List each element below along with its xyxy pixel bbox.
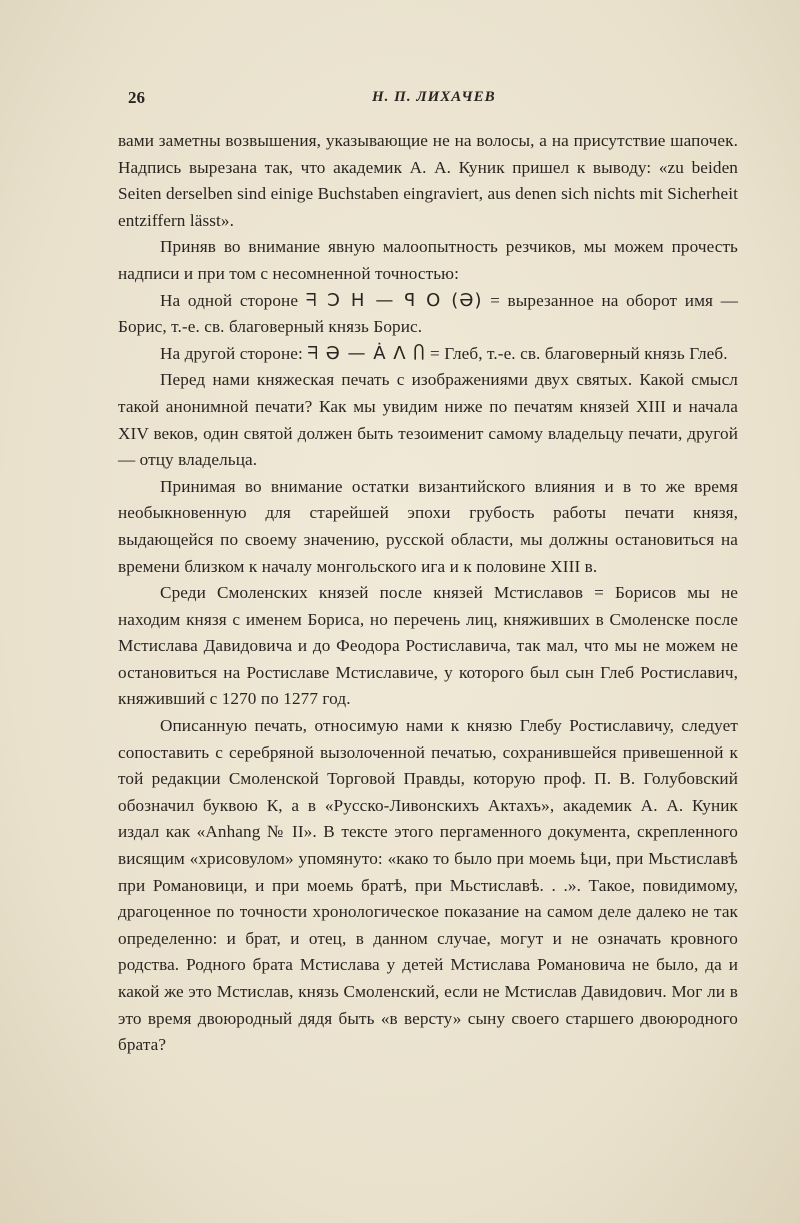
inscription-glyphs: ᖷ Ͻ Н — ꟼ O (Ә) (305, 289, 483, 311)
inscription-glyphs: ᖷ Ә — Ȧ Λ Ⴖ (307, 342, 426, 364)
inscription-reading: = вырезанное на оборот имя — Борис, т.-е. св. благоверный князь Борис. (118, 290, 738, 337)
page-number: 26 (128, 88, 145, 107)
paragraph: Среди Смоленских князей после князей Мстиславов = Борисов мы не находим князя с именем Бориса, но перечень лиц, княживших в Смоленске после Мстислава Давидовича и до Феодора Ростиславича, так мал, что мы не можем не остановиться на Ростиславе Мстиславиче, у которого был сын Глеб Ростиславич, княживший с 1270 по 1277 год. (118, 583, 738, 709)
running-title: Н. П. ЛИХАЧЕВ (372, 89, 496, 105)
inscription-intro: На другой стороне: (160, 343, 308, 363)
paragraph: Приняв во внимание явную малоопытность резчиков, мы можем прочесть надписи и при том с несомненной точностью: (118, 237, 738, 283)
inscription-intro: На одной стороне (160, 290, 306, 310)
paragraph: Принимая во внимание остатки византийского влияния и в то же время необыкновенную для старейшей эпохи грубость работы печати князя, выдающейся по своему значению, русской области, мы должны остановиться на времени близком к началу монгольского ига и к половине XIII в. (118, 476, 738, 576)
page-header (0, 88, 800, 112)
inscription-paragraph (118, 341, 738, 368)
inscription-paragraph (118, 288, 738, 341)
paragraph: Перед нами княжеская печать с изображениями двух святых. Какой смысл такой анонимной печати? Как мы увидим ниже по печатям князей XIII и начала XIV веков, один святой должен быть тезоименит самому владельцу печати, другой — отцу владельца. (118, 370, 738, 470)
paragraph: вами заметны возвышения, указывающие не на волосы, а на присутствие шапочек. Надпись вырезана так, что академик А. А. Куник пришел к выводу: «zu beiden Seiten derselben sind einige Buchstaben eingraviert, aus denen sich nichts mit Sicherheit entziffern lässt». (118, 131, 738, 230)
body-text (118, 128, 738, 1059)
inscription-reading: = Глеб, т.-е. св. благоверный князь Глеб. (425, 343, 728, 363)
paragraph: Описанную печать, относимую нами к князю Глебу Ростиславичу, следует сопоставить с серебряной вызолоченной печатью, сохранившейся привешенной к той редакции Смоленской Торговой Правды, которую проф. П. В. Голубовский обозначил буквою К, а в «Русско-Ливонскихъ Актахъ», академик А. А. Куник издал как «Anhang № II». В тексте этого пергаменного документа, скрепленного висящим «хрисовулом» упомянуто: «како то было при моемь ҍци, при Мьстиславѣ при Романовици, и при моемь братѣ, при Мьстиславѣ. . .». Такое, повидимому, драгоценное по точности хронологическое показание на самом деле далеко не так определенно: и брат, и отец, в данном случае, могут и не означать кровного родства. Родного брата Мстислава у детей Мстислава Романовича не было, да и какой же это Мстислав, князь Смоленский, если не Мстислав Давидович. Мог ли в это время двоюродный дядя быть «в версту» сыну своего старшего двоюродного брата? (118, 716, 738, 1055)
